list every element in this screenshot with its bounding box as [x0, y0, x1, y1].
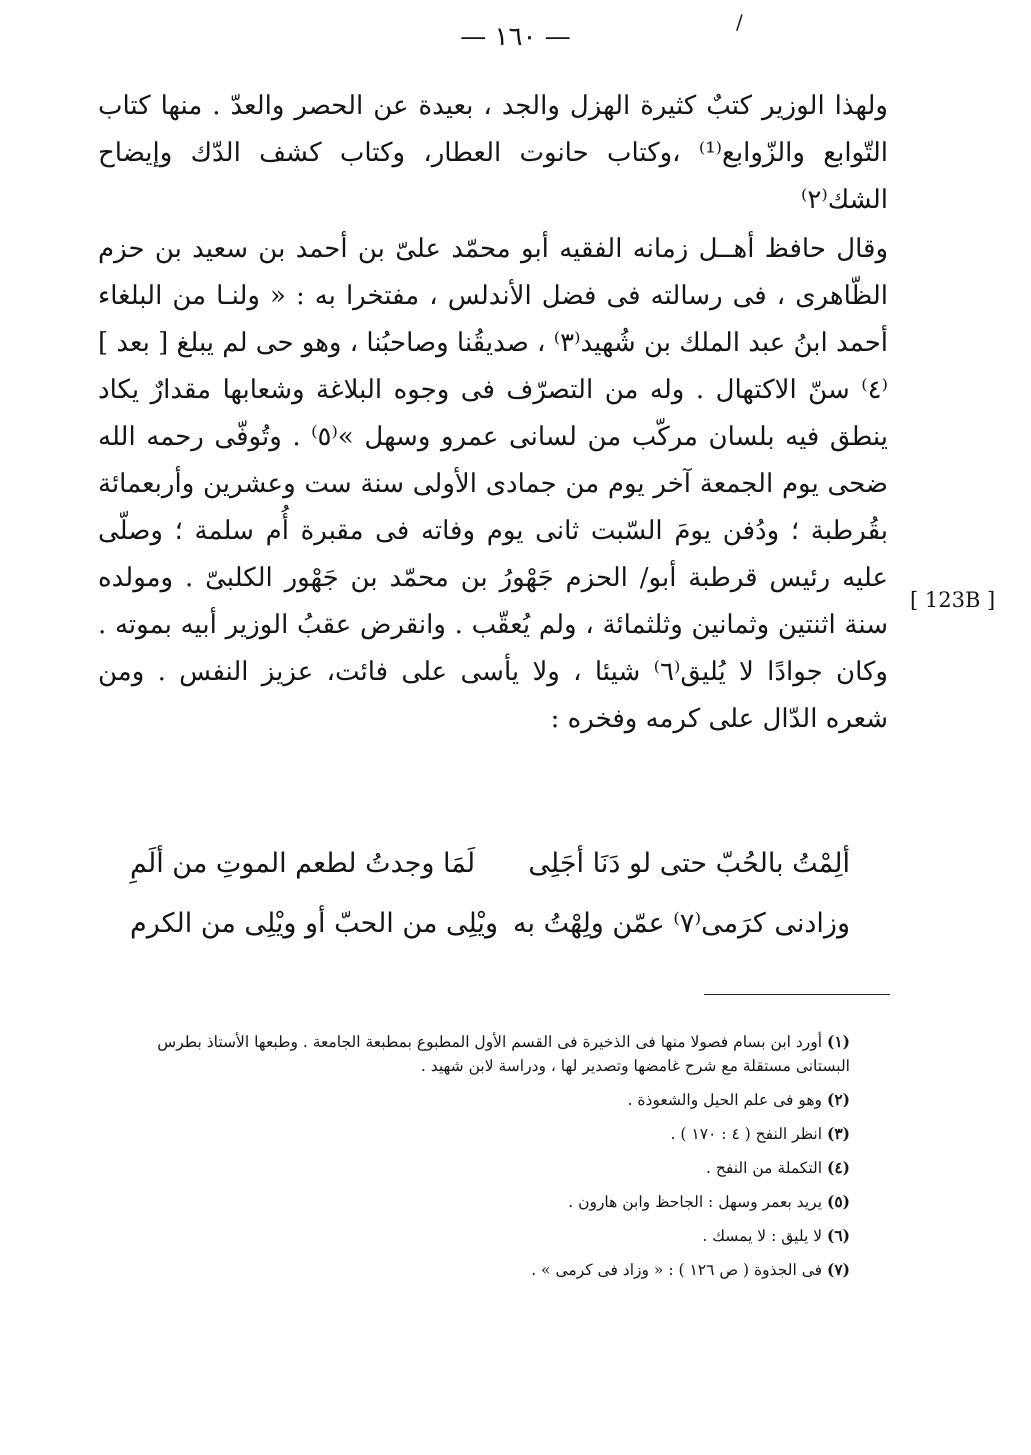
verse-1-second-hemistich: لَمَا وجدتُ لطعم الموتِ من ألَمِ — [130, 848, 476, 879]
footnote-text: التكملة من النفح . — [706, 1159, 823, 1177]
footnote-number: (٢) — [826, 1090, 850, 1109]
footnotes — [100, 1030, 850, 1292]
footnote-number: (٤) — [826, 1158, 850, 1177]
footnote-1 — [100, 1030, 850, 1078]
footnote-text: انظر النفح ( ٤ : ١٧٠ ) . — [670, 1125, 823, 1143]
footnote-text: فى الجذوة ( ص ١٢٦ ) : « وزاد فى كرمى » . — [531, 1261, 823, 1279]
footnote-3 — [100, 1122, 850, 1146]
footnote-number: (٣) — [826, 1124, 850, 1143]
footnote-number: (١) — [826, 1032, 850, 1051]
footnote-5 — [100, 1190, 850, 1214]
verse-2-second-hemistich: ويْلِى من الحبّ أو ويْلِى من الكرم — [130, 908, 498, 939]
corner-mark: / — [736, 10, 743, 34]
footnote-2 — [100, 1088, 850, 1112]
verse-line-1 — [130, 848, 850, 893]
footnote-text: لا يليق : لا يمسك . — [702, 1227, 823, 1245]
footnote-6 — [100, 1224, 850, 1248]
footnote-number: (٦) — [826, 1226, 850, 1245]
footnote-number: (٥) — [826, 1192, 850, 1211]
footnote-text: أورد ابن بسام فصولا منها فى الذخيرة فى القسم الأول المطبوع بمطبعة الجامعة . وطبعها الأستاذ بطرس البستانى مستقلة مع شرح غامضها وتصدير لها ، ودراسة لابن شهيد . — [157, 1033, 850, 1075]
footnote-4 — [100, 1156, 850, 1180]
margin-folio-note: [ 123B ] — [910, 588, 996, 612]
verse-1-first-hemistich: ألِمْتُ بالحُبّ حتى لو دَنَا أجَلِى — [528, 848, 850, 879]
paragraph-1: ولهذا الوزير كتبٌ كثيرة الهزل والجد ، بعيدة عن الحصر والعدّ . منها كتاب التّوابع والزّوابع⁽¹⁾ ،وكتاب حانوت العطار، وكتاب كشف الدّك وإيضاح الشك⁽٢⁾ — [98, 91, 888, 215]
verse-2-first-hemistich: وزادنى كرَمى⁽٧⁾ عمّن ولِهْتُ به — [513, 908, 850, 939]
footnote-number: (٧) — [826, 1260, 850, 1279]
verse-line-2 — [130, 908, 850, 953]
footnote-separator — [704, 994, 890, 995]
footnote-text: يريد بعمر وسهل : الجاحظ وابن هارون . — [568, 1193, 823, 1211]
paragraph-2: وقال حافظ أهــل زمانه الفقيه أبو محمّد علىّ بن أحمد بن سعيد بن حزم الظّاهرى ، فى رسالته فى فضل الأندلس ، مفتخرا به : « ولنـا من البلغاء أحمد ابنُ عبد الملك بن شُهيد⁽٣⁾ ، صديقُنا وصاحبُنا ، وهو حى لم يبلغ [ بعد ]⁽٤⁾ سنّ الاكتهال . وله من التصرّف فى وجوه البلاغة وشعابها مقدارٌ يكاد ينطق فيه بلسان مركّب من لسانى عمرو وسهل »⁽٥⁾ . وتُوفّى رحمه الله ضحى يوم الجمعة آخر يوم من جمادى الأولى سنة ست وعشرين وأربعمائة بقُرطبة ؛ ودُفن يومَ السّبت ثانى يوم وفاته فى مقبرة أُم سلمة ؛ وصلّى عليه رئيس قرطبة أبو/ الحزم جَهْورُ بن محمّد بن جَهْور الكلبىّ . ومولده سنة اثنتين وثمانين وثلثمائة ، ولم يُعقّب . وانقرض عقبُ الوزير أبيه بموته . وكان جوادًا لا يُليق⁽٦⁾ شيئا ، ولا يأسى على فائت، عزيز النفس . ومن شعره الدّال على كرمه وفخره : — [97, 234, 889, 734]
footnote-7 — [100, 1258, 850, 1282]
footnote-text: وهو فى علم الحيل والشعوذة . — [627, 1091, 823, 1109]
page-number: — ١٦٠ — — [460, 22, 571, 52]
